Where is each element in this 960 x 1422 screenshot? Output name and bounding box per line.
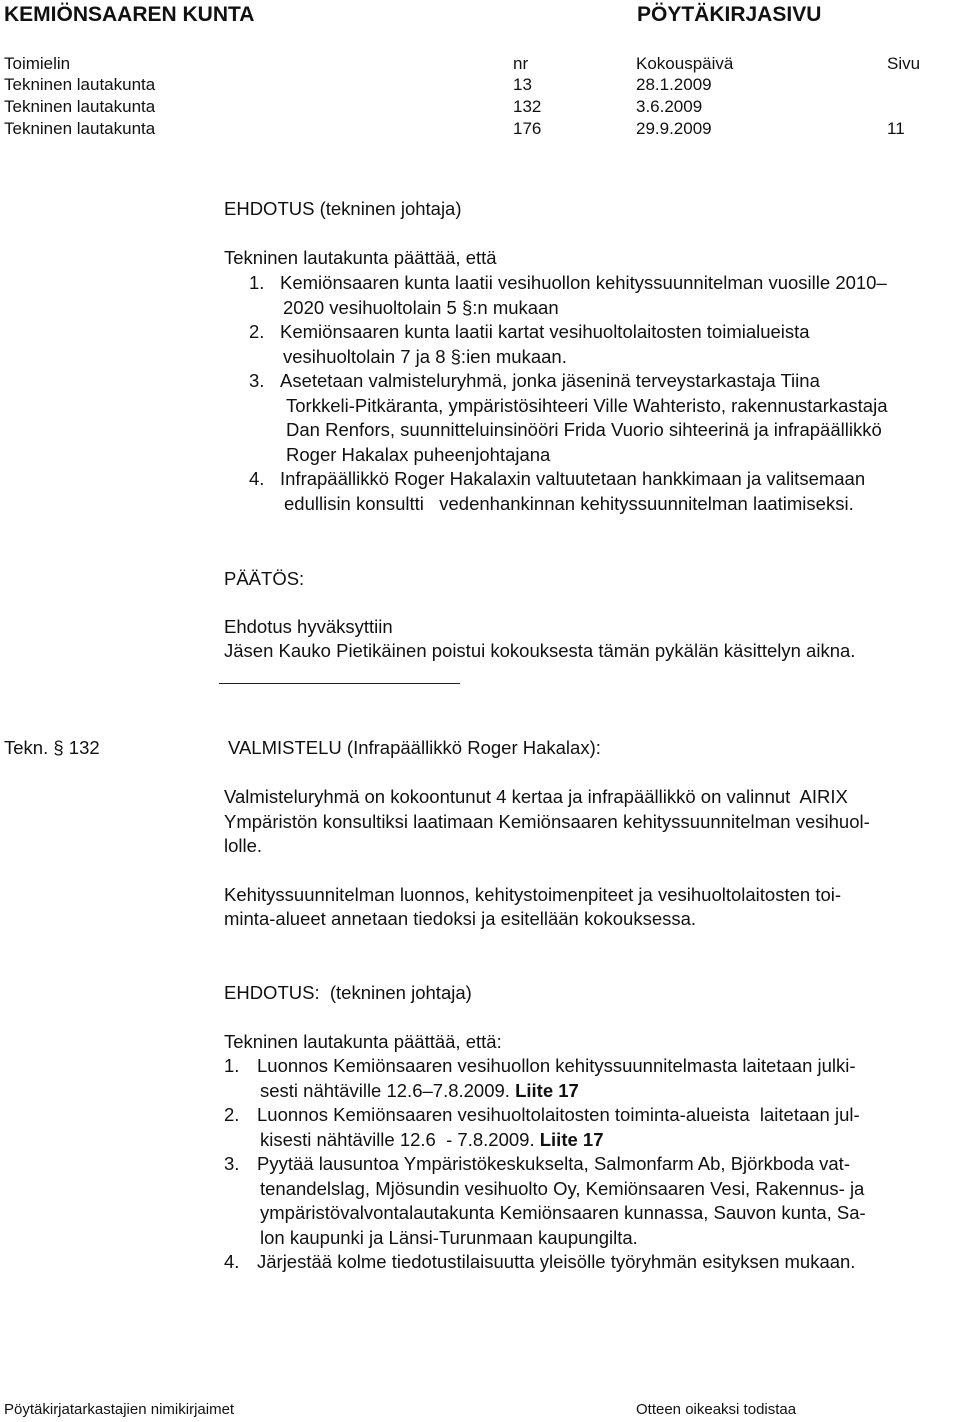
section-title: VALMISTELU (Infrapäällikkö Roger Hakalax): [228,737,601,758]
section-divider [219,683,460,684]
paragraph-line: minta-alueet annetaan tiedoksi ja esitellään kokouksessa. [224,908,697,929]
list-text: Kemiönsaaren kunta laatii vesihuollon kehityssuunnitelman vuosille 2010– [280,272,887,293]
list-text: ympäristövalvontalautakunta Kemiönsaaren kunnassa, Sauvon kunta, Sa- [260,1202,866,1224]
decision-text: Jäsen Kauko Pietikäinen poistui kokouksesta tämän pykälän käsittelyn aikna. [224,640,856,661]
list-number: 4. [224,1251,240,1272]
paragraph-line: Valmisteluryhmä on kokoontunut 4 kertaa ja infrapäällikkö on valinnut AIRIX [224,786,848,807]
attachment-ref: Liite 17 [515,1079,579,1101]
meeting-row-date: 3.6.2009 [636,97,703,116]
paragraph-line: Ympäristön konsultiksi laatimaan Kemiönsaaren kehityssuunnitelman vesihuol- [224,811,870,832]
meeting-row-nr: 13 [513,75,532,94]
footer-signature-label: Pöytäkirjatarkastajien nimikirjaimet [4,1401,235,1418]
list-number: 1. [249,272,265,293]
proposal-intro: Tekninen lautakunta päättää, että: [224,1031,502,1052]
meeting-row-date: 29.9.2009 [636,119,712,138]
meeting-row-body: Tekninen lautakunta [4,97,156,116]
list-text: kisesti nähtäville 12.6 - 7.8.2009. Liite 17 [260,1128,604,1150]
meeting-row-nr: 176 [513,119,542,138]
list-text: sesti nähtäville 12.6–7.8.2009. Liite 17 [260,1079,579,1101]
meeting-row-body: Tekninen lautakunta [4,119,156,138]
list-text: 2020 vesihuoltolain 5 §:n mukaan [283,296,559,318]
list-number: 2. [224,1104,240,1125]
list-text: Luonnos Kemiönsaaren vesihuoltolaitosten toiminta-alueista laitetaan jul- [257,1104,860,1125]
list-text: Infrapäällikkö Roger Hakalaxin valtuutetaan hankkimaan ja valitsemaan [280,468,866,489]
list-text: lon kaupunki ja Länsi-Turunmaan kaupungilta. [260,1226,638,1248]
list-number: 1. [224,1055,240,1076]
attachment-ref: Liite 17 [539,1128,604,1150]
list-text: vesihuoltolain 7 ja 8 §:ien mukaan. [283,345,567,367]
proposal-intro: Tekninen lautakunta päättää, että [224,247,497,268]
list-text: Kemiönsaaren kunta laatii kartat vesihuoltolaitosten toimialueista [280,321,810,342]
list-text: Dan Renfors, suunnitteluinsinööri Frida Vuorio sihteerinä ja infrapäällikkö [286,419,882,441]
organization-name: KEMIÖNSAAREN KUNTA [4,3,255,26]
list-number: 4. [249,468,265,489]
paragraph-line: lolle. [224,835,263,856]
decision-text: Ehdotus hyväksyttiin [224,616,393,637]
list-text: Luonnos Kemiönsaaren vesihuollon kehityssuunnitelmasta laitetaan julki- [257,1055,856,1076]
meeting-row-date: 28.1.2009 [636,75,712,94]
col-header-date: Kokouspäivä [636,54,734,73]
list-number: 3. [224,1153,240,1174]
list-text: Torkkeli-Pitkäranta, ympäristösihteeri Ville Wahteristo, rakennustarkastaja [286,394,888,416]
proposal-heading: EHDOTUS (tekninen johtaja) [224,198,462,219]
col-header-nr: nr [513,54,529,73]
col-header-body: Toimielin [4,54,71,73]
page-number: 11 [887,119,905,138]
list-text: tenandelslag, Mjösundin vesihuolto Oy, Kemiönsaaren Vesi, Rakennus- ja [260,1177,865,1199]
list-text: Järjestää kolme tiedotustilaisuutta yleisölle työryhmän esityksen mukaan. [257,1251,856,1272]
footer-certification-label: Otteen oikeaksi todistaa [636,1401,797,1418]
list-number: 3. [249,370,265,391]
meeting-row-body: Tekninen lautakunta [4,75,156,94]
list-text: edullisin konsultti vedenhankinnan kehityssuunnitelman laatimiseksi. [284,492,854,514]
paragraph-line: Kehityssuunnitelman luonnos, kehitystoimenpiteet ja vesihuoltolaitosten toi- [224,884,842,905]
decision-heading: PÄÄTÖS: [224,568,305,589]
list-number: 2. [249,321,265,342]
col-header-page: Sivu [887,54,921,73]
list-text: Roger Hakalax puheenjohtajana [286,443,551,465]
meeting-row-nr: 132 [513,97,542,116]
list-text: Asetetaan valmisteluryhmä, jonka jäseninä terveystarkastaja Tiina [280,370,820,391]
proposal-heading: EHDOTUS: (tekninen johtaja) [224,982,472,1003]
document-type: PÖYTÄKIRJASIVU [637,3,822,26]
list-text: Pyytää lausuntoa Ympäristökeskukselta, Salmonfarm Ab, Björkboda vat- [257,1153,850,1174]
section-reference: Tekn. § 132 [4,737,100,758]
